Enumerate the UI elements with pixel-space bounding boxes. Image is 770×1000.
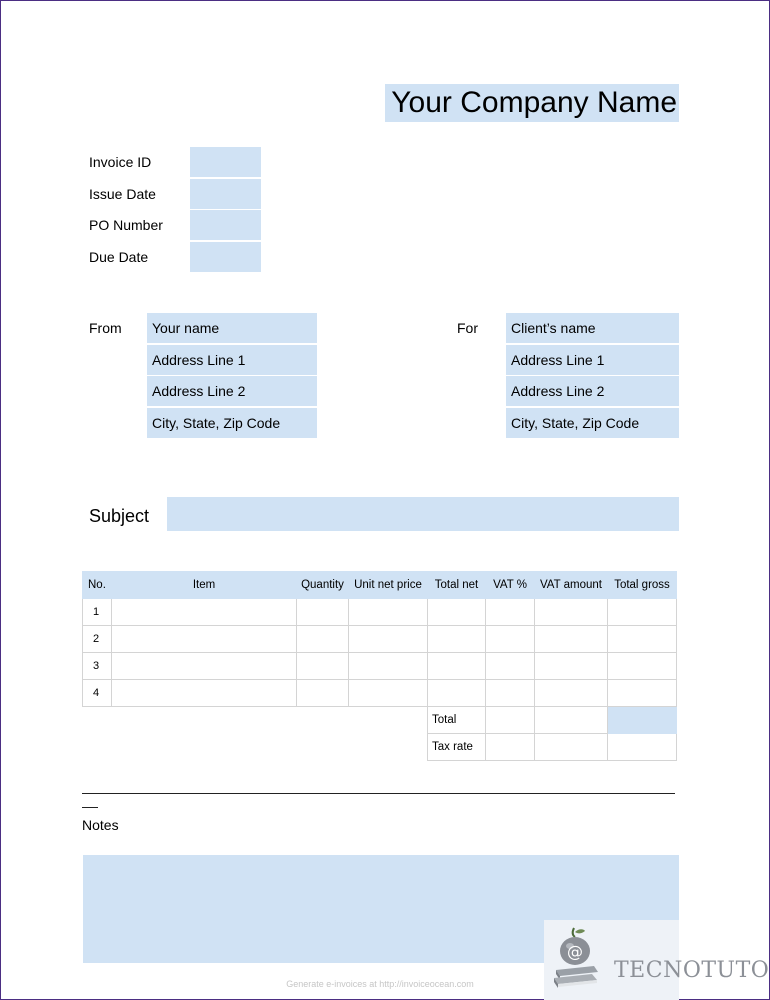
tax-rate-label: Tax rate bbox=[428, 734, 486, 761]
vat-percent-cell[interactable] bbox=[486, 599, 535, 626]
due-date-label: Due Date bbox=[89, 249, 149, 265]
for-address1-field[interactable]: Address Line 1 bbox=[506, 345, 679, 375]
invoice-id-label: Invoice ID bbox=[89, 154, 152, 170]
vat-amount-cell[interactable] bbox=[535, 680, 608, 707]
table-header-row bbox=[83, 572, 677, 599]
total-gross-field[interactable] bbox=[608, 707, 677, 734]
header-unit-net-price: Unit net price bbox=[349, 572, 428, 599]
from-address2-field[interactable]: Address Line 2 bbox=[147, 376, 317, 406]
table-row bbox=[83, 680, 677, 707]
issue-date-label: Issue Date bbox=[89, 186, 156, 202]
total-gross-cell[interactable] bbox=[608, 626, 677, 653]
po-number-field[interactable] bbox=[190, 210, 261, 240]
from-address1-field[interactable]: Address Line 1 bbox=[147, 345, 317, 375]
header-no: No. bbox=[83, 572, 112, 599]
total-net-cell[interactable] bbox=[428, 653, 486, 680]
total-row bbox=[83, 707, 677, 734]
total-net-cell[interactable] bbox=[428, 626, 486, 653]
row-number: 3 bbox=[83, 653, 112, 680]
table-row bbox=[83, 599, 677, 626]
item-cell[interactable] bbox=[112, 680, 297, 707]
total-vat-amount-cell[interactable] bbox=[535, 707, 608, 734]
table-row bbox=[83, 653, 677, 680]
item-cell[interactable] bbox=[112, 599, 297, 626]
row-number: 1 bbox=[83, 599, 112, 626]
vat-amount-cell[interactable] bbox=[535, 599, 608, 626]
svg-text:@: @ bbox=[567, 942, 583, 961]
company-name-field[interactable]: Your Company Name bbox=[385, 84, 679, 122]
vat-amount-cell[interactable] bbox=[535, 653, 608, 680]
total-net-cell[interactable] bbox=[428, 599, 486, 626]
subject-label: Subject bbox=[89, 506, 150, 526]
vat-amount-cell[interactable] bbox=[535, 626, 608, 653]
for-name-field[interactable]: Client’s name bbox=[506, 313, 679, 343]
tax-rate-row bbox=[83, 734, 677, 761]
unit-net-price-cell[interactable] bbox=[349, 680, 428, 707]
issue-date-field[interactable] bbox=[190, 179, 261, 209]
quantity-cell[interactable] bbox=[297, 653, 349, 680]
subject-field[interactable] bbox=[167, 497, 679, 531]
vat-percent-cell[interactable] bbox=[486, 653, 535, 680]
header-vat-amount: VAT amount bbox=[535, 572, 608, 599]
header-vat-percent: VAT % bbox=[486, 572, 535, 599]
tax-rate-vat-amount-cell[interactable] bbox=[535, 734, 608, 761]
notes-label: Notes bbox=[82, 817, 119, 833]
due-date-field[interactable] bbox=[190, 242, 261, 272]
for-address2-field[interactable]: Address Line 2 bbox=[506, 376, 679, 406]
from-city-field[interactable]: City, State, Zip Code bbox=[147, 408, 317, 438]
total-gross-cell[interactable] bbox=[608, 680, 677, 707]
invoice-id-field[interactable] bbox=[190, 147, 261, 177]
watermark-text: TECNOTUTO bbox=[614, 958, 770, 983]
for-city-field[interactable]: City, State, Zip Code bbox=[506, 408, 679, 438]
from-label: From bbox=[89, 320, 122, 336]
total-gross-cell[interactable] bbox=[608, 653, 677, 680]
apple-books-icon bbox=[548, 924, 604, 994]
header-quantity: Quantity bbox=[297, 572, 349, 599]
total-net-cell[interactable] bbox=[428, 680, 486, 707]
for-label: For bbox=[457, 320, 478, 336]
quantity-cell[interactable] bbox=[297, 680, 349, 707]
notes-divider-dash bbox=[82, 807, 98, 808]
po-number-label: PO Number bbox=[89, 217, 163, 233]
quantity-cell[interactable] bbox=[297, 599, 349, 626]
total-label: Total bbox=[428, 707, 486, 734]
row-number: 4 bbox=[83, 680, 112, 707]
tax-rate-vat-percent-cell[interactable] bbox=[486, 734, 535, 761]
unit-net-price-cell[interactable] bbox=[349, 599, 428, 626]
from-name-field[interactable]: Your name bbox=[147, 313, 317, 343]
notes-divider bbox=[82, 793, 675, 794]
vat-percent-cell[interactable] bbox=[486, 626, 535, 653]
header-total-gross: Total gross bbox=[608, 572, 677, 599]
row-number: 2 bbox=[83, 626, 112, 653]
item-cell[interactable] bbox=[112, 653, 297, 680]
quantity-cell[interactable] bbox=[297, 626, 349, 653]
header-total-net: Total net bbox=[428, 572, 486, 599]
items-table bbox=[82, 571, 677, 761]
total-vat-percent-cell[interactable] bbox=[486, 707, 535, 734]
unit-net-price-cell[interactable] bbox=[349, 626, 428, 653]
tax-rate-total-gross-cell[interactable] bbox=[608, 734, 677, 761]
total-gross-cell[interactable] bbox=[608, 599, 677, 626]
vat-percent-cell[interactable] bbox=[486, 680, 535, 707]
item-cell[interactable] bbox=[112, 626, 297, 653]
header-item: Item bbox=[112, 572, 297, 599]
footer-text: Generate e-invoices at http://invoiceocean.com bbox=[286, 979, 474, 989]
table-row bbox=[83, 626, 677, 653]
unit-net-price-cell[interactable] bbox=[349, 653, 428, 680]
